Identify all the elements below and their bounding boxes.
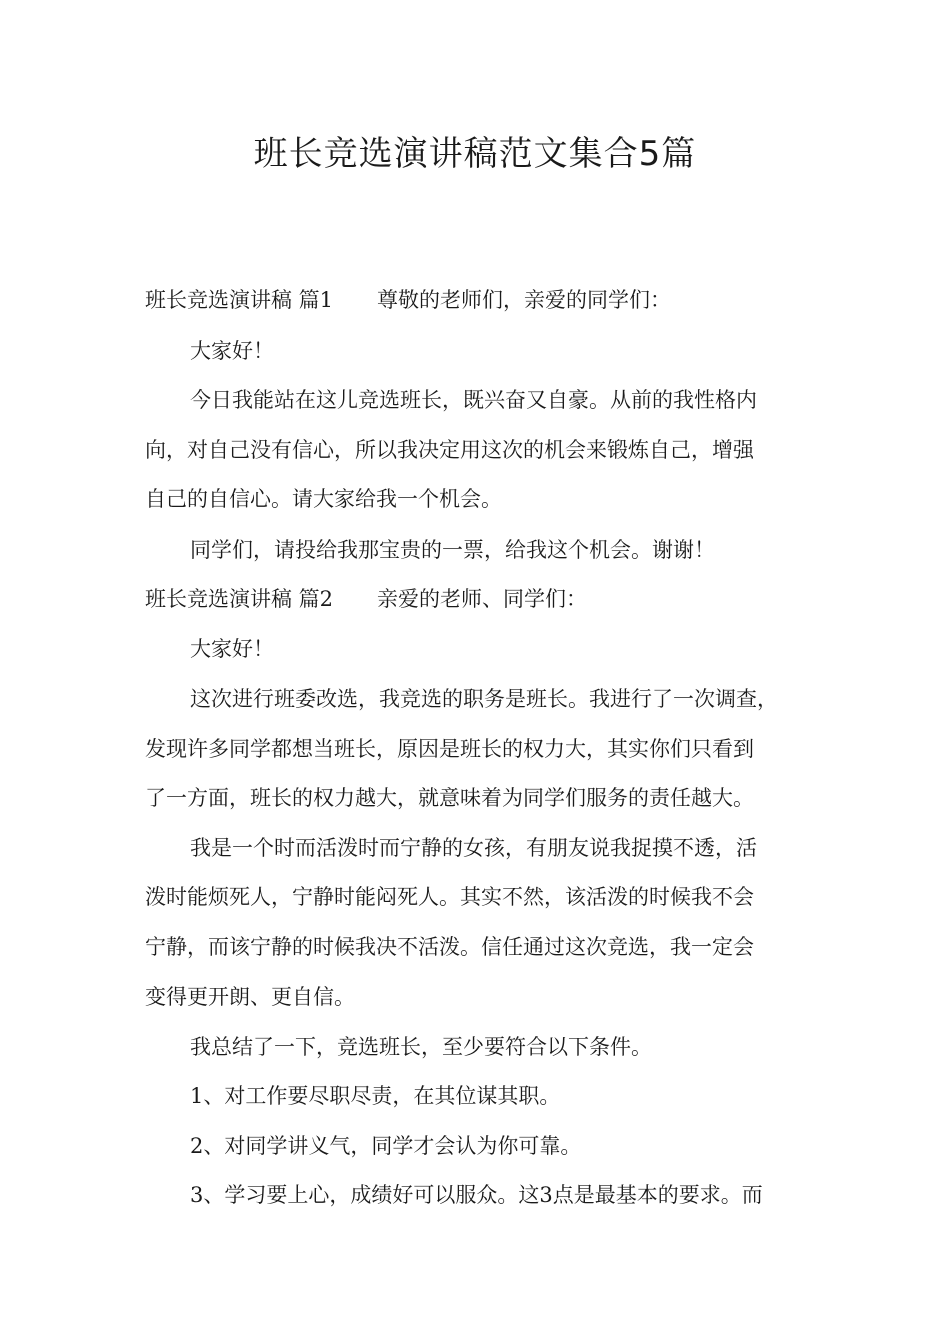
section-2-line <box>145 583 587 615</box>
list-item: 2、对同学讲义气，同学才会认为你可靠。 <box>190 1134 582 1158</box>
paragraph-line: 这次进行班委改选，我竞选的职务是班长。我进行了一次调查， <box>190 687 778 711</box>
section-2-heading: 班长竞选演讲稿 篇2 <box>145 587 334 611</box>
paragraph-line: 泼时能烦死人，宁静时能闷死人。其实不然，该活泼的时候我不会 <box>145 885 754 909</box>
paragraph-line: 变得更开朗、更自信。 <box>145 985 355 1009</box>
section-1-greeting: 尊敬的老师们，亲爱的同学们： <box>377 288 672 312</box>
paragraph-line: 我是一个时而活泼时而宁静的女孩，有朋友说我捉摸不透，活 <box>190 836 757 860</box>
paragraph-line: 大家好！ <box>190 339 274 363</box>
paragraph-line: 我总结了一下，竞选班长，至少要符合以下条件。 <box>190 1035 652 1059</box>
list-item: 1、对工作要尽职尽责，在其位谋其职。 <box>190 1084 561 1108</box>
paragraph-line: 大家好！ <box>190 637 274 661</box>
paragraph-line: 向，对自己没有信心，所以我决定用这次的机会来锻炼自己，增强 <box>145 438 754 462</box>
paragraph-line: 自己的自信心。请大家给我一个机会。 <box>145 487 502 511</box>
document-title: 班长竞选演讲稿范文集合5篇 <box>253 134 697 174</box>
list-item: 3、学习要上心，成绩好可以服众。这3点是最基本的要求。而 <box>190 1183 763 1207</box>
paragraph-line: 发现许多同学都想当班长，原因是班长的权力大，其实你们只看到 <box>145 737 754 761</box>
paragraph-line: 宁静，而该宁静的时候我决不活泼。信任通过这次竞选，我一定会 <box>145 935 754 959</box>
paragraph-line: 同学们，请投给我那宝贵的一票，给我这个机会。谢谢！ <box>190 538 715 562</box>
paragraph-line: 今日我能站在这儿竞选班长，既兴奋又自豪。从前的我性格内 <box>190 388 757 412</box>
section-1-line <box>145 284 671 316</box>
paragraph-line: 了一方面，班长的权力越大，就意味着为同学们服务的责任越大。 <box>145 786 754 810</box>
section-1-heading: 班长竞选演讲稿 篇1 <box>145 288 334 312</box>
section-2-greeting: 亲爱的老师、同学们： <box>377 587 588 611</box>
